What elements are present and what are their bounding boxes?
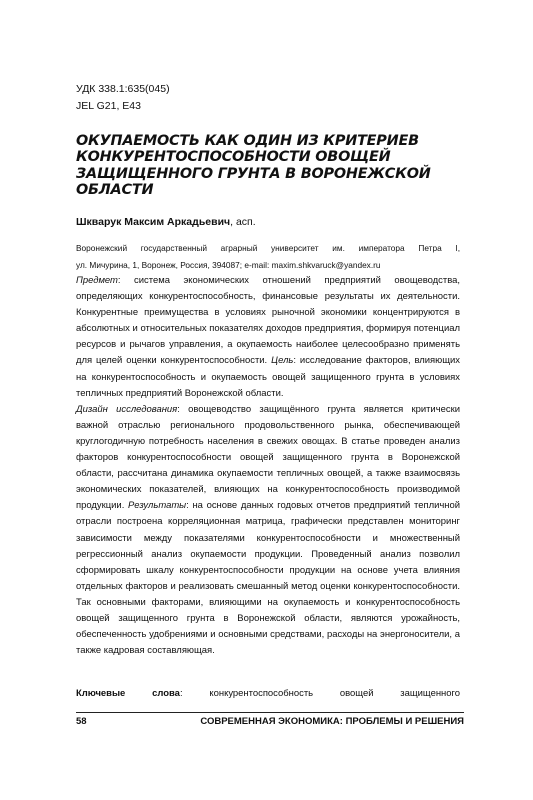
subject-text: : система экономических отношений предприятий овощеводства, определяющих конкурентоспособность, финансовые результаты их деятельности. Конкурентные преимущества в условиях рыночной экономики концентрируются в абсолютных и относительных показателях доходов предприятия, формируя потенциал ресурсов и рычагов управления, а окупаемость наиболее целесообразно применять для целей оценки конкурентоспособности. bbox=[76, 275, 460, 367]
author-degree: , асп. bbox=[230, 216, 256, 228]
udc-code: УДК 338.1:635(045) bbox=[76, 83, 170, 95]
results-label: Результаты bbox=[128, 500, 187, 512]
affiliation bbox=[76, 240, 460, 274]
jel-code: JEL G21, E43 bbox=[76, 100, 141, 112]
keywords bbox=[76, 686, 460, 702]
affiliation-line-1: Воронежский государственный аграрный университет им. императора Петра I, bbox=[76, 243, 460, 253]
design-text: : овощеводство защищённого грунта является критически важной отраслью регионального продовольственного рынка, обеспечивающей круглогодичную потребность населения в свежих овощах. В статье проведен анализ факторов конкурентоспособности овощей защищенного грунта в Воронежской области, рассчитана динамика окупаемости тепличных овощей, а также взаимосвязь экономических показателей, влияющих на конкурентоспособность производимой продукции. bbox=[76, 403, 460, 512]
affiliation-line-2: ул. Мичурина, 1, Воронеж, Россия, 394087; e-mail: maxim.shkvaruck@yandex.ru bbox=[76, 260, 381, 270]
keywords-text: : конкурентоспособность овощей защищенного bbox=[179, 688, 460, 699]
design-label: Дизайн исследования bbox=[76, 403, 178, 415]
subject-label: Предмет bbox=[76, 275, 118, 286]
article-title: ОКУПАЕМОСТЬ КАК ОДИН ИЗ КРИТЕРИЕВ КОНКУРЕНТОСПОСОБНОСТИ ОВОЩЕЙ ЗАЩИЩЕННОГО ГРУНТА В ВОРОНЕЖСКОЙ ОБЛАСТИ bbox=[76, 133, 431, 199]
classification-codes bbox=[76, 81, 170, 115]
goal-text: : исследование факторов, влияющих на конкурентоспособность и окупаемость овощей защищенного грунта в условиях тепличных предприятий Воронежской области. bbox=[76, 355, 460, 399]
keywords-label: Ключевые слова bbox=[76, 688, 180, 699]
journal-name: СОВРЕМЕННАЯ ЭКОНОМИКА: ПРОБЛЕМЫ И РЕШЕНИЯ bbox=[200, 716, 464, 727]
page-number: 58 bbox=[76, 716, 87, 727]
results-text: : на основе данных годовых отчетов предприятий тепличной отрасли построена корреляционная матрица, графически представлен мониторинг зависимости между показателями конкурентоспособности и множественный регрессионный анализ окупаемости продукции. Проведенный анализ позволил сформировать шкалу конкурентоспособности продукции на основе учета влияния отдельных факторов и реализовать смешанный метод оценки конкурентоспособности. Так основными факторами, влияющими на окупаемость и конкурентоспособность овощей защищенного грунта в Воронежской области, являются урожайность, обеспеченность удобрениями и основными средствами, расходы на энергоносители, а также кадровая составляющая. bbox=[76, 500, 460, 657]
author-name: Шкварук Максим Аркадьевич bbox=[76, 216, 231, 228]
goal-label: Цель bbox=[271, 355, 294, 367]
author-line bbox=[76, 216, 256, 228]
abstract bbox=[76, 273, 460, 659]
footer-divider bbox=[76, 712, 464, 713]
page-footer bbox=[76, 716, 464, 727]
